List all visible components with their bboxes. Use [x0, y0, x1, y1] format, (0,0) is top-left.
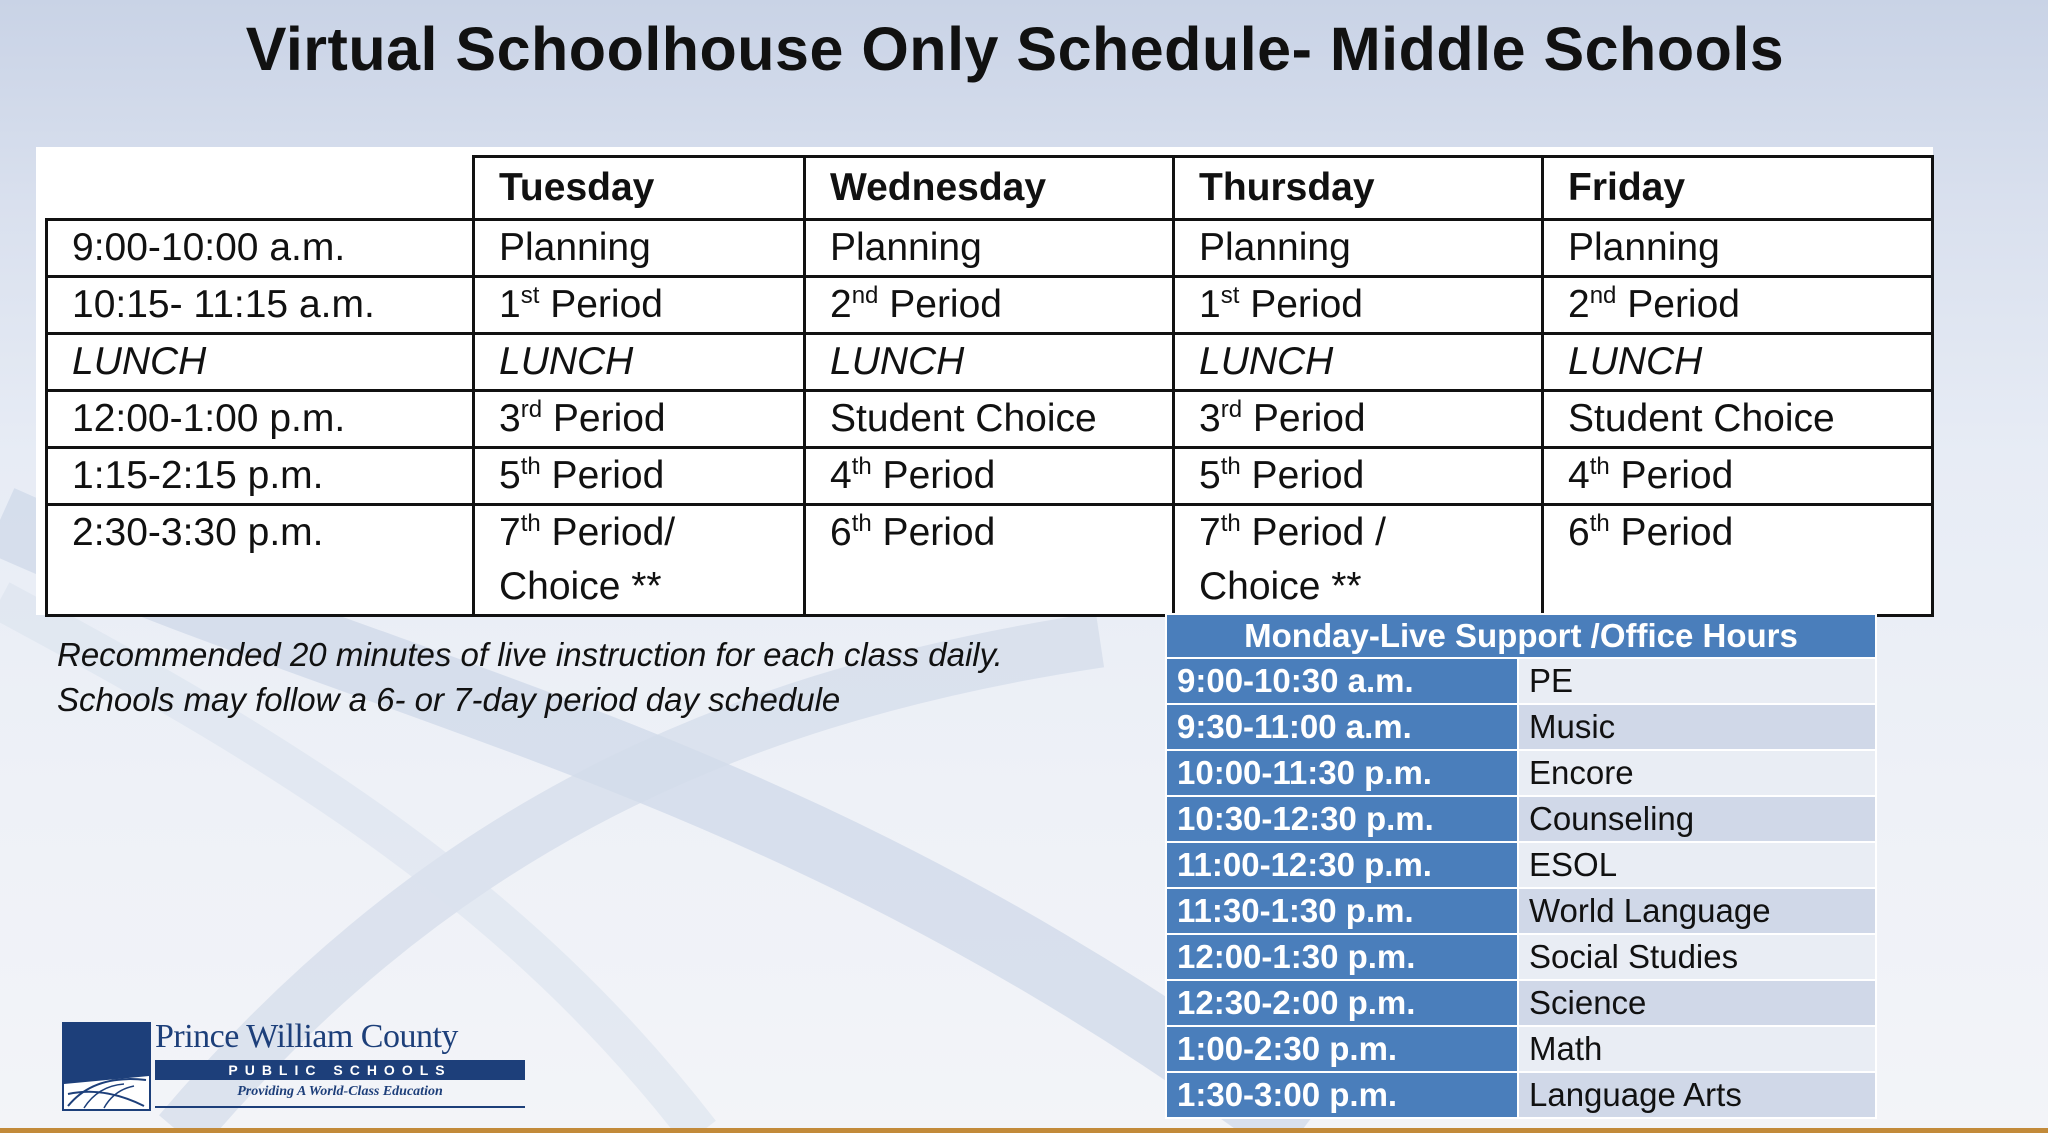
support-body	[1166, 658, 1876, 1118]
support-row	[1166, 1072, 1876, 1118]
schedule-row	[47, 505, 1933, 616]
schedule-cell-thursday	[1174, 391, 1543, 448]
ordinal-suffix: rd	[520, 396, 543, 423]
cell-text: LUNCH	[1568, 340, 1703, 383]
ordinal-suffix: th	[1220, 510, 1241, 537]
time-slot-cell: 2:30-3:30 p.m.	[47, 505, 474, 616]
support-subject: Science	[1518, 980, 1876, 1026]
cell-text: Period	[871, 454, 996, 497]
support-row	[1166, 658, 1876, 704]
bottom-stripe	[0, 1128, 2048, 1133]
schedule-cell-tuesday	[474, 448, 805, 505]
cell-line	[830, 449, 1148, 503]
cell-text: Planning	[1568, 226, 1720, 269]
cell-text: Period	[871, 511, 996, 554]
period-number: 4	[830, 454, 852, 497]
cell-text: Period/	[540, 511, 676, 554]
schedule-cell-wednesday	[805, 334, 1174, 391]
day-header-friday: Friday	[1543, 157, 1933, 220]
support-row	[1166, 1026, 1876, 1072]
schedule-cell-thursday	[1174, 220, 1543, 277]
cell-text: LUNCH	[830, 340, 965, 383]
schedule-cell-wednesday	[805, 277, 1174, 334]
support-time: 12:00-1:30 p.m.	[1166, 934, 1518, 980]
cell-line	[1199, 449, 1517, 503]
globe-logo-icon	[62, 1022, 151, 1111]
time-slot-cell: 12:00-1:00 p.m.	[47, 391, 474, 448]
schedule-notes	[57, 632, 1003, 722]
period-number: 3	[499, 397, 521, 440]
schedule-header-row	[47, 157, 1933, 220]
cell-line	[1568, 221, 1907, 275]
cell-text: Period	[1609, 511, 1734, 554]
ordinal-suffix: st	[1220, 282, 1240, 309]
ordinal-suffix: th	[1589, 510, 1610, 537]
support-subject: Encore	[1518, 750, 1876, 796]
support-row	[1166, 934, 1876, 980]
support-subject: Language Arts	[1518, 1072, 1876, 1118]
period-number: 6	[830, 511, 852, 554]
cell-line	[1199, 506, 1517, 560]
cell-line	[1199, 335, 1517, 389]
ordinal-suffix: th	[1589, 453, 1610, 480]
period-number: 6	[1568, 511, 1590, 554]
cell-text: Period	[1242, 397, 1366, 440]
cell-text: Period /	[1240, 511, 1386, 554]
cell-line	[499, 449, 779, 503]
schedule-cell-tuesday	[474, 505, 805, 616]
time-slot-cell: 9:00-10:00 a.m.	[47, 220, 474, 277]
ordinal-suffix: th	[851, 453, 872, 480]
cell-line	[1568, 506, 1907, 560]
support-time: 11:30-1:30 p.m.	[1166, 888, 1518, 934]
schedule-table	[45, 155, 1934, 617]
schedule-cell-friday	[1543, 277, 1933, 334]
ordinal-suffix: nd	[1589, 282, 1617, 309]
ordinal-suffix: th	[851, 510, 872, 537]
period-number: 7	[1199, 511, 1221, 554]
schedule-body	[47, 220, 1933, 616]
cell-line	[499, 506, 779, 560]
cell-text: Planning	[830, 226, 982, 269]
period-number: 4	[1568, 454, 1590, 497]
support-time: 9:00-10:30 a.m.	[1166, 658, 1518, 704]
ordinal-suffix: st	[520, 282, 540, 309]
cell-text: Student Choice	[830, 397, 1097, 440]
support-row	[1166, 750, 1876, 796]
cell-line	[1568, 392, 1907, 446]
support-row	[1166, 980, 1876, 1026]
period-number: 2	[1568, 283, 1590, 326]
schedule-cell-friday	[1543, 391, 1933, 448]
schedule-row	[47, 277, 1933, 334]
period-number: 1	[499, 283, 521, 326]
schedule-cell-tuesday	[474, 277, 805, 334]
support-subject: ESOL	[1518, 842, 1876, 888]
cell-text: Period	[542, 397, 666, 440]
schedule-cell-thursday	[1174, 448, 1543, 505]
schedule-cell-wednesday	[805, 391, 1174, 448]
schedule-cell-friday	[1543, 448, 1933, 505]
cell-line	[830, 506, 1148, 560]
cell-text: Student Choice	[1568, 397, 1835, 440]
support-time: 1:00-2:30 p.m.	[1166, 1026, 1518, 1072]
schedule-cell-wednesday	[805, 448, 1174, 505]
cell-text: Period	[878, 283, 1002, 326]
time-slot-cell: 10:15- 11:15 a.m.	[47, 277, 474, 334]
cell-text: Planning	[499, 226, 651, 269]
day-header-tuesday: Tuesday	[474, 157, 805, 220]
time-slot-cell: 1:15-2:15 p.m.	[47, 448, 474, 505]
cell-text: Period	[1616, 283, 1740, 326]
schedule-cell-friday	[1543, 505, 1933, 616]
schedule-cell-thursday	[1174, 505, 1543, 616]
note-line-1: Recommended 20 minutes of live instruction for each class daily.	[57, 636, 1003, 673]
pwcs-logo	[62, 1018, 467, 1110]
day-header-thursday: Thursday	[1174, 157, 1543, 220]
period-number: 1	[1199, 283, 1221, 326]
cell-line	[499, 392, 779, 446]
cell-line	[830, 392, 1148, 446]
cell-line	[830, 335, 1148, 389]
period-number: 5	[1199, 454, 1221, 497]
schedule-row	[47, 448, 1933, 505]
support-subject: Social Studies	[1518, 934, 1876, 980]
cell-line	[499, 335, 779, 389]
support-row	[1166, 842, 1876, 888]
support-subject: Music	[1518, 704, 1876, 750]
support-time: 12:30-2:00 p.m.	[1166, 980, 1518, 1026]
cell-line	[1568, 449, 1907, 503]
logo-rule	[155, 1106, 525, 1108]
cell-line	[499, 278, 779, 332]
schedule-cell-thursday	[1174, 277, 1543, 334]
cell-text: Period	[1240, 454, 1365, 497]
cell-text-line2: Choice **	[1199, 565, 1362, 608]
schedule-cell-thursday	[1174, 334, 1543, 391]
support-time: 9:30-11:00 a.m.	[1166, 704, 1518, 750]
cell-line	[1199, 278, 1517, 332]
support-time: 10:00-11:30 p.m.	[1166, 750, 1518, 796]
schedule-cell-tuesday	[474, 334, 805, 391]
monday-support-table	[1165, 613, 1877, 1119]
cell-line	[1568, 278, 1907, 332]
support-subject: Math	[1518, 1026, 1876, 1072]
note-line-2: Schools may follow a 6- or 7-day period day schedule	[57, 681, 841, 718]
period-number: 2	[830, 283, 852, 326]
schedule-cell-wednesday	[805, 220, 1174, 277]
period-number: 3	[1199, 397, 1221, 440]
cell-line	[1199, 392, 1517, 446]
schedule-cell-friday	[1543, 220, 1933, 277]
schedule-cell-tuesday	[474, 220, 805, 277]
cell-line	[830, 278, 1148, 332]
cell-text-line2: Choice **	[499, 565, 662, 608]
support-header: Monday-Live Support /Office Hours	[1166, 614, 1876, 658]
logo-tagline: Providing A World-Class Education	[237, 1084, 443, 1099]
cell-text: Period	[539, 283, 663, 326]
ordinal-suffix: nd	[851, 282, 879, 309]
support-row	[1166, 704, 1876, 750]
support-subject: Counseling	[1518, 796, 1876, 842]
schedule-cell-wednesday	[805, 505, 1174, 616]
day-header-wednesday: Wednesday	[805, 157, 1174, 220]
ordinal-suffix: th	[1220, 453, 1241, 480]
period-number: 7	[499, 511, 521, 554]
ordinal-suffix: rd	[1220, 396, 1243, 423]
cell-text: Period	[1239, 283, 1363, 326]
ordinal-suffix: th	[520, 510, 541, 537]
support-row	[1166, 796, 1876, 842]
support-row	[1166, 888, 1876, 934]
cell-line	[1199, 221, 1517, 275]
cell-text: Planning	[1199, 226, 1351, 269]
cell-text: LUNCH	[499, 340, 634, 383]
schedule-row	[47, 391, 1933, 448]
support-time: 1:30-3:00 p.m.	[1166, 1072, 1518, 1118]
support-subject: PE	[1518, 658, 1876, 704]
period-number: 5	[499, 454, 521, 497]
cell-line	[1568, 335, 1907, 389]
schedule-cell-friday	[1543, 334, 1933, 391]
support-header-row	[1166, 614, 1876, 658]
logo-subtitle: PUBLIC SCHOOLS	[155, 1060, 525, 1080]
support-time: 10:30-12:30 p.m.	[1166, 796, 1518, 842]
cell-text: Period	[1609, 454, 1734, 497]
ordinal-suffix: th	[520, 453, 541, 480]
cell-text: LUNCH	[1199, 340, 1334, 383]
page-title: Virtual Schoolhouse Only Schedule- Middle Schools	[245, 15, 1785, 83]
cell-text: Period	[540, 454, 665, 497]
schedule-row	[47, 220, 1933, 277]
cell-line	[499, 221, 779, 275]
cell-line	[830, 221, 1148, 275]
support-time: 11:00-12:30 p.m.	[1166, 842, 1518, 888]
logo-name: Prince William County	[155, 1018, 458, 1055]
schedule-row	[47, 334, 1933, 391]
header-blank-cell	[47, 157, 474, 220]
schedule-cell-tuesday	[474, 391, 805, 448]
support-subject: World Language	[1518, 888, 1876, 934]
time-slot-cell: LUNCH	[47, 334, 474, 391]
